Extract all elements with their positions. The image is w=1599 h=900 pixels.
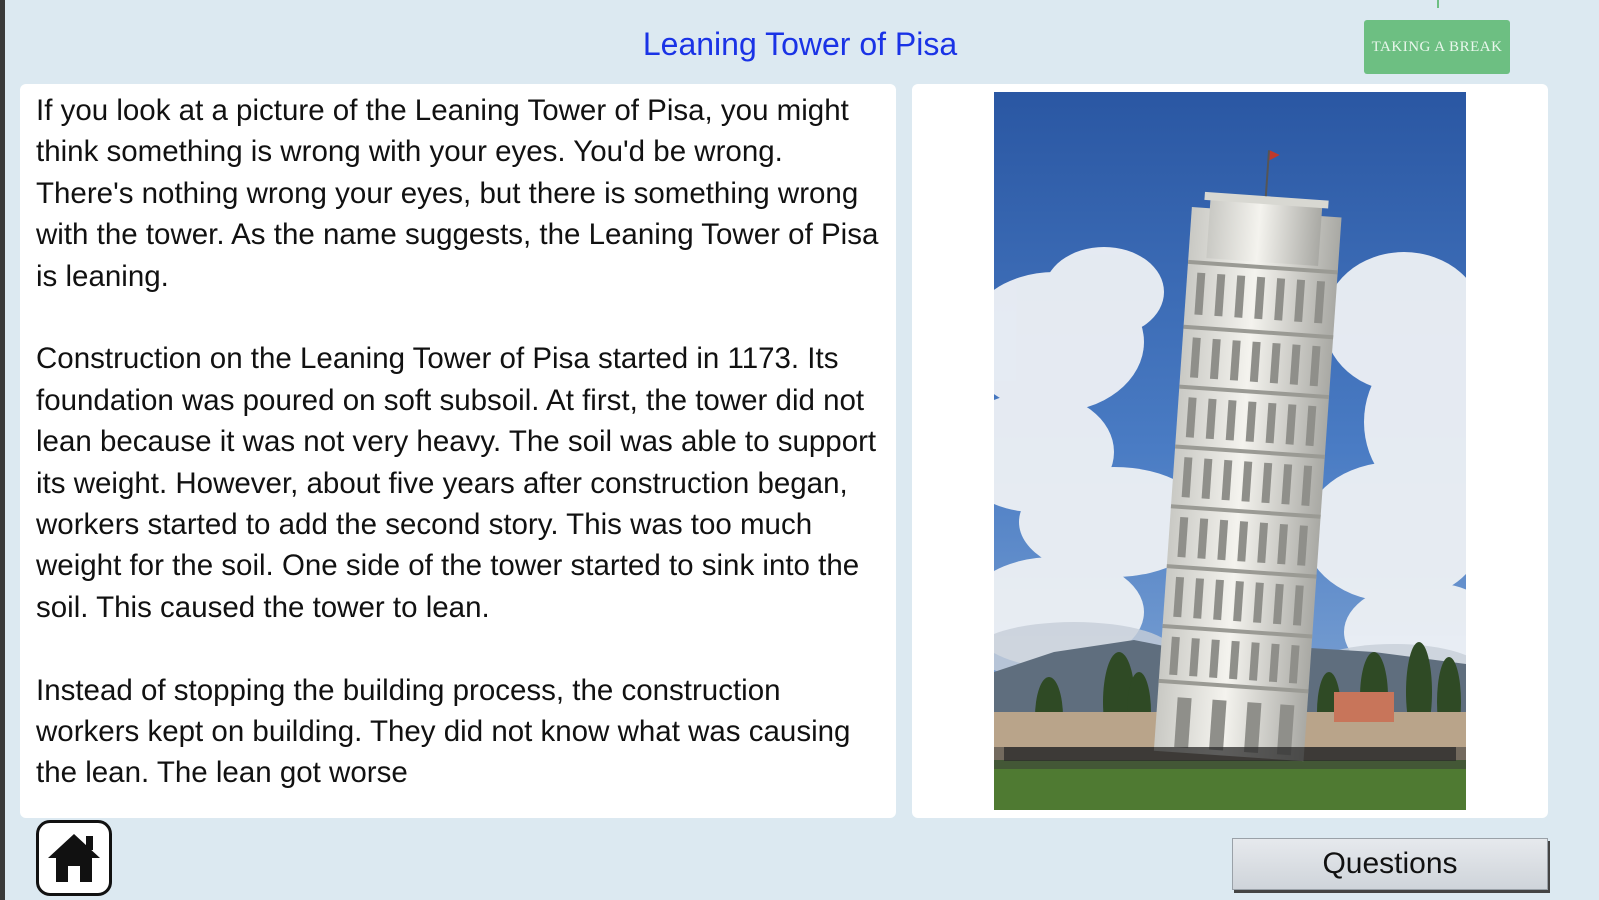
article-paragraph-3: Instead of stopping the building process, the construction workers kept on building. They did not know what was causing the lean. The lean got worse bbox=[36, 673, 851, 790]
taking-a-break-badge[interactable]: TAKING A BREAK bbox=[1364, 20, 1510, 74]
article-text bbox=[20, 84, 896, 794]
window-edge bbox=[0, 0, 5, 900]
leaning-tower-photo bbox=[994, 92, 1466, 810]
questions-button[interactable]: Questions bbox=[1232, 838, 1548, 890]
article-panel[interactable] bbox=[20, 84, 896, 818]
image-panel bbox=[912, 84, 1548, 818]
page-title: Leaning Tower of Pisa bbox=[642, 26, 958, 62]
badge-hanger bbox=[1437, 0, 1439, 8]
home-icon bbox=[44, 830, 104, 886]
article-paragraph-1: If you look at a picture of the Leaning Tower of Pisa, you might think something is wrong with your eyes. You'd be wrong. There's nothing wrong your eyes, but there is something wrong with the tower. As the name suggests, the Leaning Tower of Pisa is leaning. bbox=[36, 94, 879, 293]
home-button[interactable] bbox=[36, 820, 112, 896]
article-paragraph-2: Construction on the Leaning Tower of Pisa started in 1173. Its foundation was poured on soft subsoil. At first, the tower did not lean because it was not very heavy. The soil was able to support its weight. However, about five years after construction began, workers started to add the second story. This was too much weight for the soil. One side of the tower started to sink into the soil. This caused the tower to lean. bbox=[36, 342, 877, 624]
